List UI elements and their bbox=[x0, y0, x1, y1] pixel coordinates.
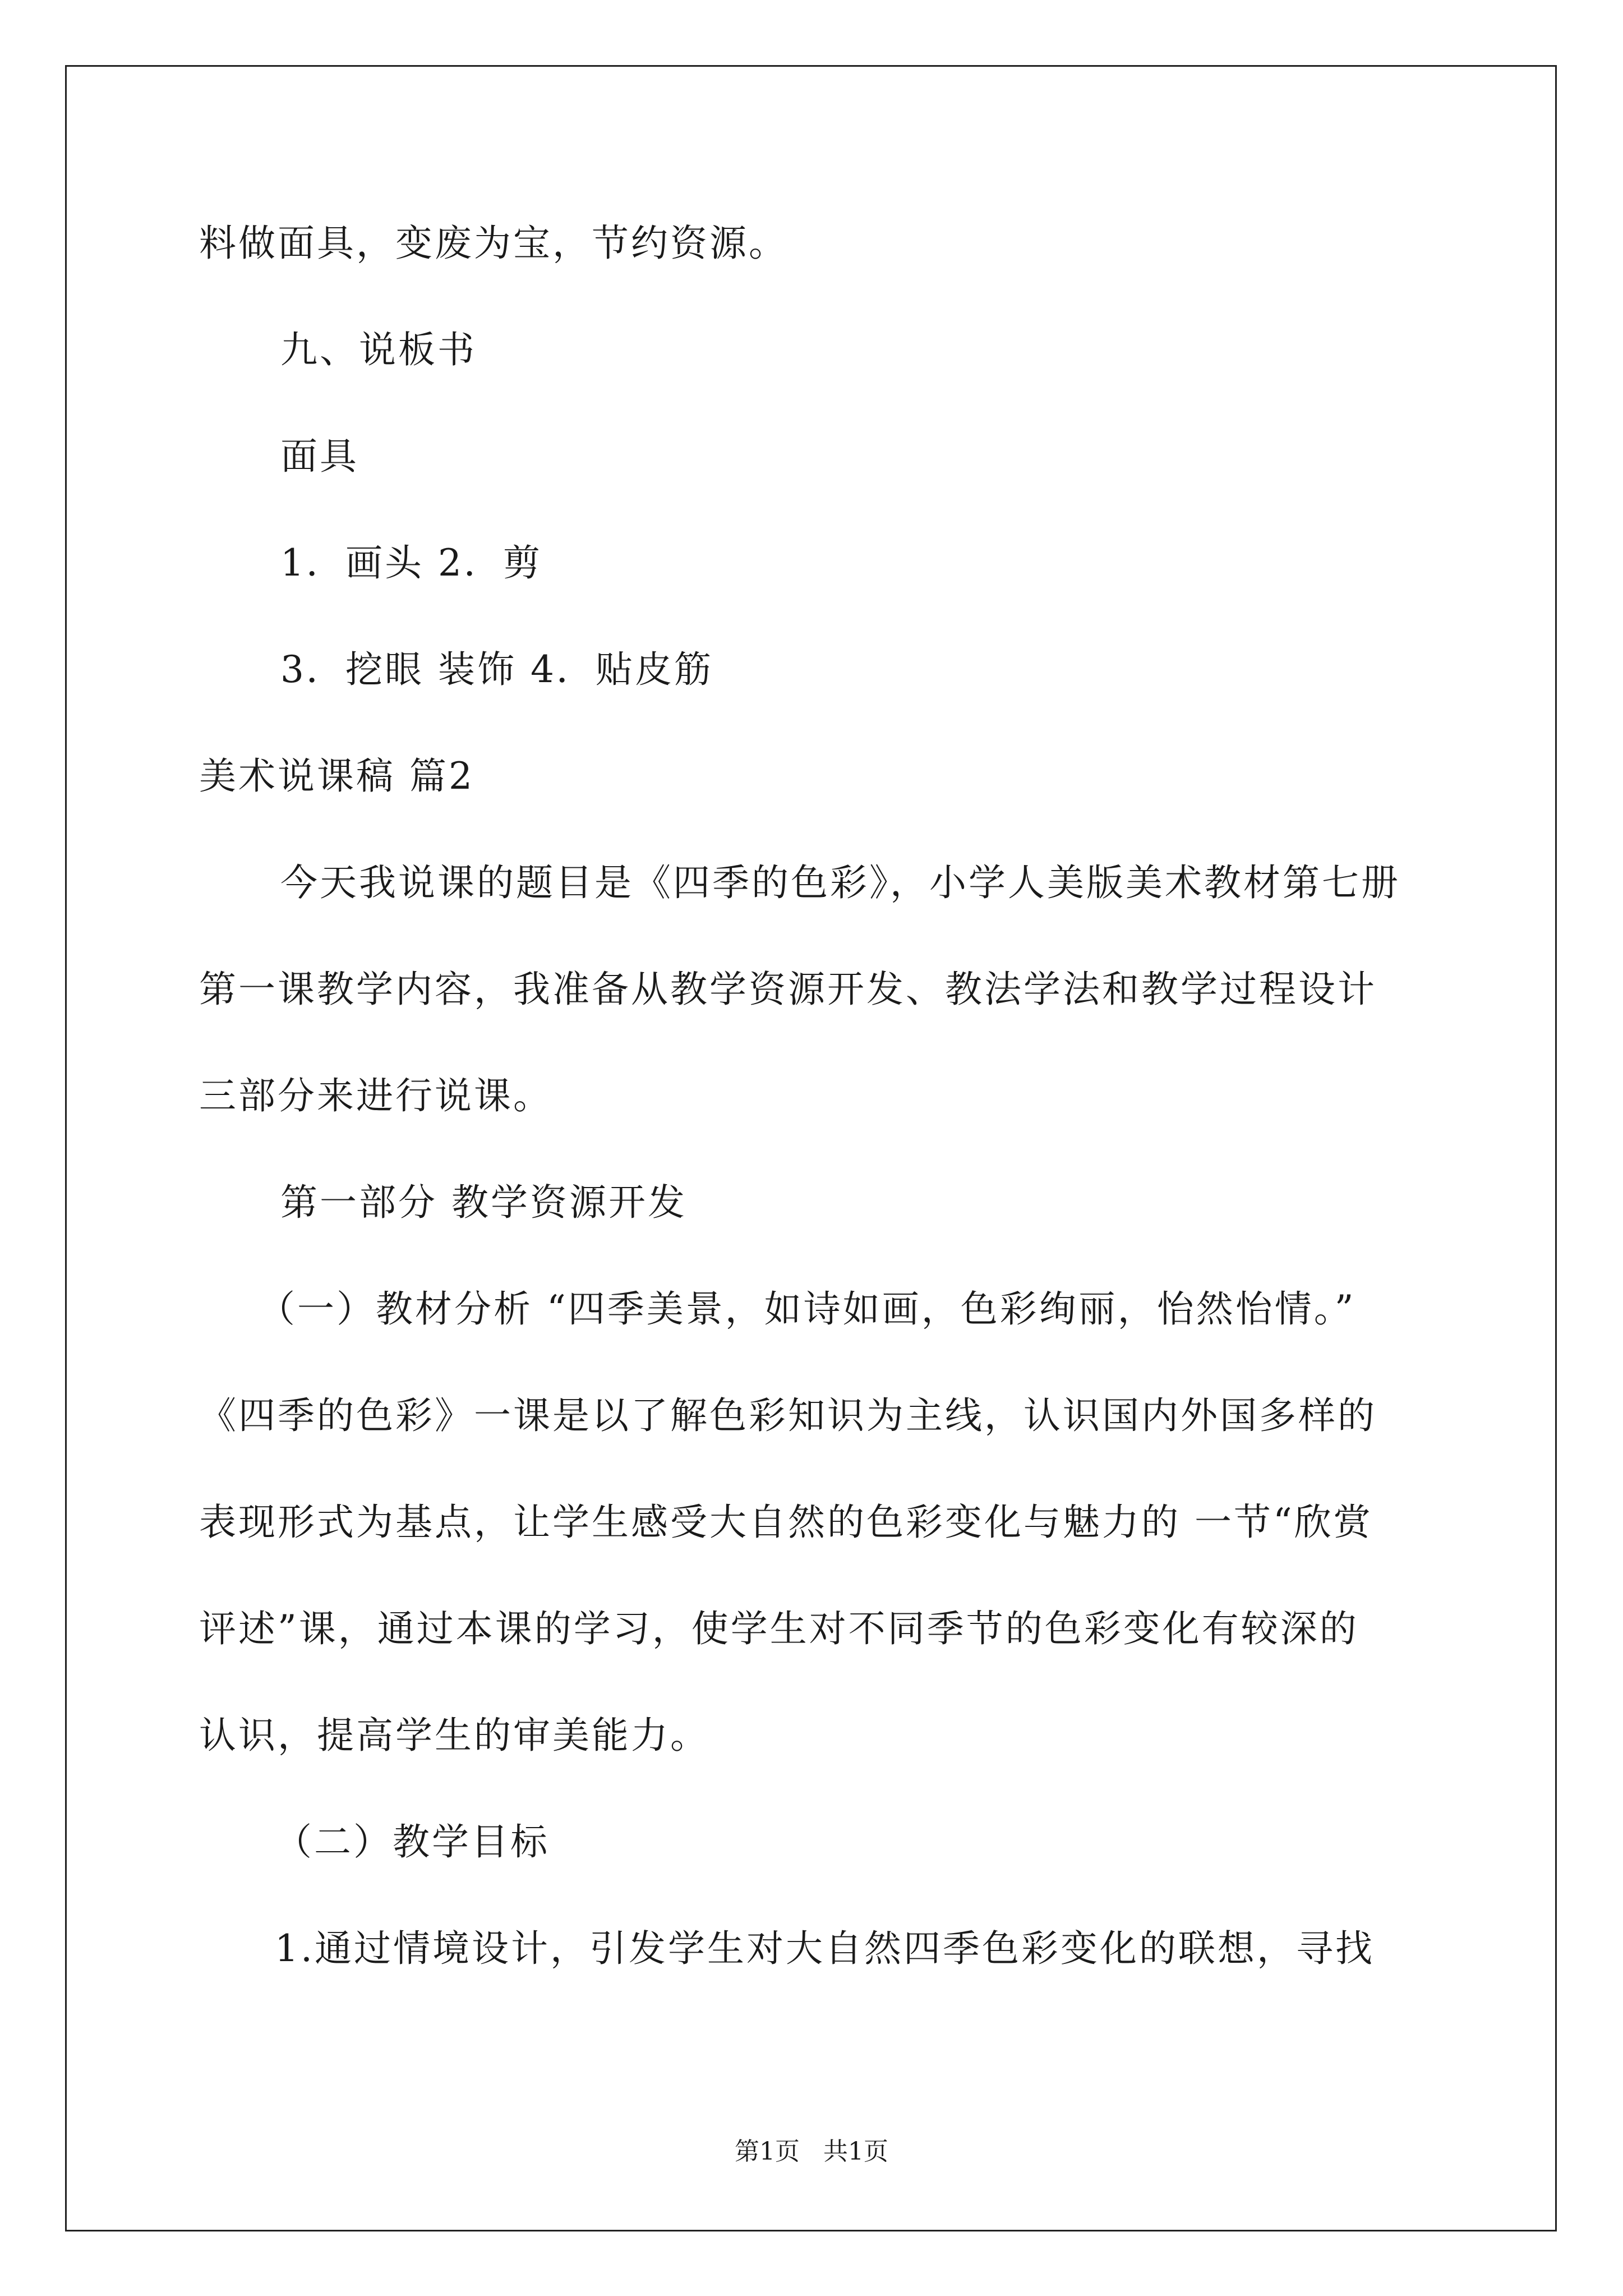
section-heading-board: 九、说板书 bbox=[280, 328, 477, 371]
board-title: 面具 bbox=[280, 435, 359, 478]
text-line-9: 三部分来进行说课。 bbox=[199, 1074, 552, 1117]
text-line-11: （一）教材分析 “四季美景，如诗如画，色彩绚丽，怡然怡情。” bbox=[258, 1287, 1356, 1331]
text-line-15: 认识，提高学生的审美能力。 bbox=[199, 1714, 709, 1757]
board-step-line-2: 3．挖眼 装饰 4．贴皮筋 bbox=[280, 648, 713, 691]
page-footer: 第1页 共1页 bbox=[735, 2137, 888, 2166]
text-line-7: 今天我说课的题目是《四季的色彩》，小学人美版美术教材第七册 bbox=[280, 861, 1400, 904]
text-line-1: 料做面具，变废为宝，节约资源。 bbox=[199, 222, 788, 265]
board-step-line-1: 1．画头 2．剪 bbox=[280, 541, 542, 585]
text-line-13: 表现形式为基点，让学生感受大自然的色彩变化与魅力的 一节“欣赏 bbox=[199, 1501, 1373, 1544]
article-heading: 美术说课稿 篇2 bbox=[199, 754, 474, 798]
section-heading-goals: （二）教学目标 bbox=[275, 1820, 550, 1864]
text-line-14: 评述”课，通过本课的学习，使学生对不同季节的色彩变化有较深的 bbox=[199, 1607, 1359, 1650]
section-heading-part1: 第一部分 教学资源开发 bbox=[280, 1181, 687, 1224]
text-line-17: 1.通过情境设计，引发学生对大自然四季色彩变化的联想，寻找 bbox=[275, 1927, 1375, 1970]
page-border bbox=[65, 65, 1557, 2231]
text-line-8: 第一课教学内容，我准备从教学资源开发、教法学法和教学过程设计 bbox=[199, 968, 1377, 1011]
text-line-12: 《四季的色彩》一课是以了解色彩知识为主线，认识国内外国多样的 bbox=[199, 1394, 1377, 1437]
